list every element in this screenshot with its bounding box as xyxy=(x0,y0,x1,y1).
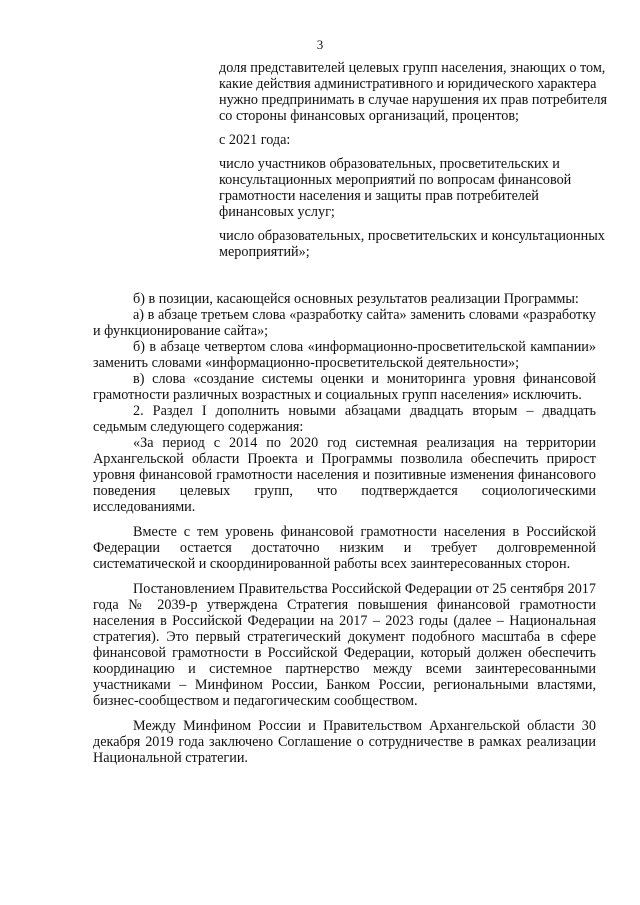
indicator-item: доля представителей целевых групп населения, знающих о том, какие действия административного и юридического характера нужно предпринимать в случае нарушения их прав потребителя со стороны финансовых организаций, процентов; xyxy=(219,60,608,124)
body-paragraph: «За период с 2014 по 2020 год системная реализация на территории Архангельской области Проекта и Программы позволила обеспечить прирост уровня финансовой грамотности населения и позитивные изменения финансового поведения целевых групп, что подтверждается социологическими исследованиями. xyxy=(93,435,596,515)
body-paragraph: Постановлением Правительства Российской Федерации от 25 сентября 2017 года № 2039-р утверждена Стратегия повышения финансовой грамотности населения в Российской Федерации на 2017 – 2023 годы (далее – Национальная стратегия). Это первый стратегический документ подобного масштаба в сфере финансовой грамотности в Российской Федерации, который должен обеспечить координацию и системное партнерство между всеми заинтересованными участниками – Минфином России, Банком России, региональными властями, бизнес-сообществом и педагогическим сообществом. xyxy=(93,581,596,709)
indicator-item: число участников образовательных, просветительских и консультационных мероприятий по вопросам финансовой грамотности населения и защиты прав потребителей финансовых услуг; xyxy=(219,156,572,220)
body-paragraph: б) в позиции, касающейся основных результатов реализации Программы: xyxy=(133,291,579,307)
body-paragraph: а) в абзаце третьем слова «разработку сайта» заменить словами «разработку и функционирование сайта»; xyxy=(93,307,596,339)
body-paragraph: Вместе с тем уровень финансовой грамотности населения в Российской Федерации остается достаточно низким и требует долговременной систематической и скоординированной работы всех заинтересованных сторон. xyxy=(93,524,596,572)
body-paragraph: б) в абзаце четвертом слова «информационно-просветительской кампании» заменить словами «информационно-просветительской деятельности»; xyxy=(93,339,596,371)
body-paragraph: 2. Раздел I дополнить новыми абзацами двадцать вторым – двадцать седьмым следующего содержания: xyxy=(93,403,596,435)
indicator-item: число образовательных, просветительских и консультационных мероприятий»; xyxy=(219,228,605,260)
body-text xyxy=(93,291,596,766)
indicator-item: с 2021 года: xyxy=(219,132,291,148)
body-paragraph: Между Минфином России и Правительством Архангельской области 30 декабря 2019 года заключено Соглашение о сотрудничестве в рамках реализации Национальной стратегии. xyxy=(93,718,596,766)
body-paragraph: в) слова «создание системы оценки и мониторинга уровня финансовой грамотности различных возрастных и социальных групп населения» исключить. xyxy=(93,371,596,403)
indicator-list xyxy=(219,60,609,268)
page-number: 3 xyxy=(316,37,324,52)
